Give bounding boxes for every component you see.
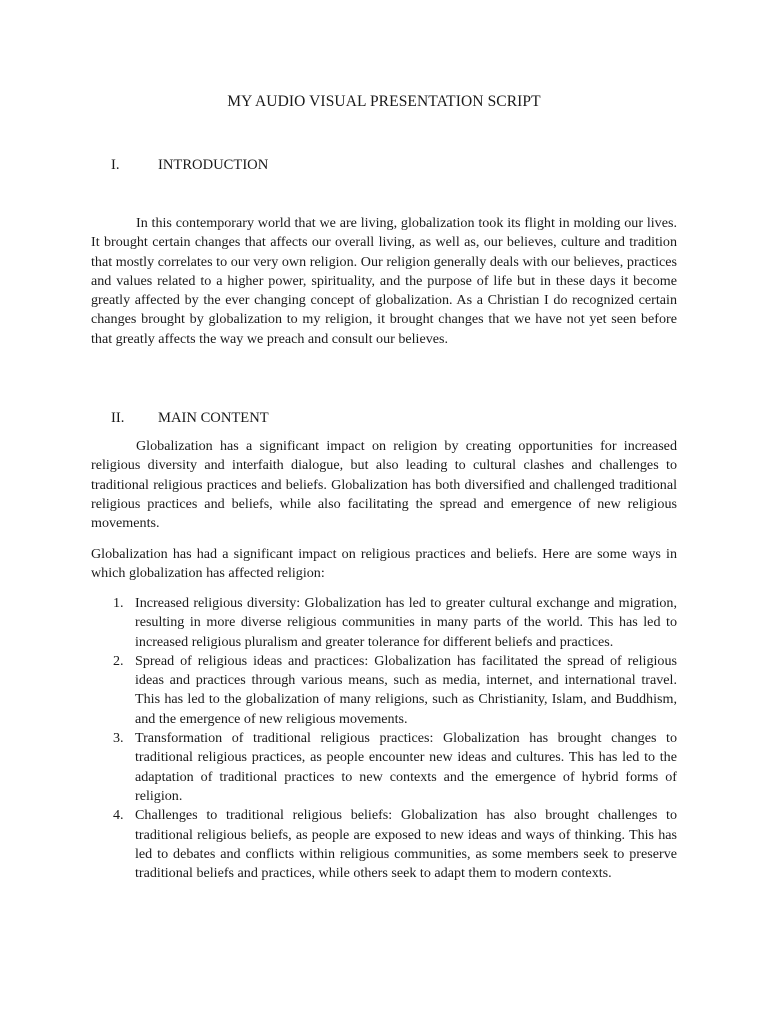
list-item-text: Challenges to traditional religious beliefs: Globalization has also brought challenges to traditional religious beliefs, as people are exposed to new ideas and ways of thinking. This has led to debates and conflicts within religious communities, as some members seek to preserve traditional beliefs and practices, while others seek to adapt them to modern contexts. — [135, 807, 677, 882]
section-heading-main-content — [111, 410, 269, 427]
effects-list — [91, 594, 677, 883]
list-item-text: Transformation of traditional religious practices: Globalization has brought changes to traditional religious practices, as people encounter new ideas and cultures. This has led to the adaptation of traditional practices to new contexts and the emergence of hybrid forms of religion. — [135, 730, 677, 804]
list-item-number: 3. — [113, 730, 124, 747]
list-item-number: 4. — [113, 807, 124, 824]
list-item-text: Spread of religious ideas and practices: Globalization has facilitated the spread of religious ideas and practices through various means, such as media, internet, and international travel. This has led to the globalization of many religions, such as Christianity, Islam, and Buddhism, and the emergence of new religious movements. — [135, 652, 677, 727]
list-item — [91, 652, 677, 729]
main-content-intro-paragraph: Globalization has had a significant impact on religious practices and beliefs. Here are some ways in which globalization has affected religion: — [91, 546, 677, 582]
main-content-paragraph: Globalization has a significant impact on religion by creating opportunities for increased religious diversity and interfaith dialogue, but also leading to cultural clashes and challenges to traditional religious practices and beliefs. Globalization has both diversified and challenged traditional religious practices and beliefs, while also facilitating the spread and emergence of new religious movements. — [91, 438, 677, 532]
section-number: I. — [111, 157, 120, 173]
list-item — [91, 729, 677, 806]
section-title: INTRODUCTION — [158, 157, 269, 173]
section-number: II. — [111, 410, 125, 426]
list-item — [91, 594, 677, 652]
list-item-number: 2. — [113, 652, 124, 669]
introduction-paragraph: In this contemporary world that we are living, globalization took its flight in molding our lives. It brought certain changes that affects our overall living, as well as, our believes, culture and tradition that mostly correlates to our very own religion. Our religion generally deals with our believes, practices and values related to a higher power, spirituality, and the purpose of life but in these days it become greatly affected by the ever changing concept of globalization. As a Christian I do recognized certain changes brought by globalization to my religion, it brought changes that we have not yet seen before that greatly affects the way we preach and consult our believes. — [91, 215, 677, 347]
list-item-number: 1. — [113, 595, 124, 611]
section-title: MAIN CONTENT — [158, 410, 269, 426]
list-item — [91, 806, 677, 883]
section-heading-introduction — [111, 157, 268, 174]
list-item-text: Increased religious diversity: Globalization has led to greater cultural exchange and migration, resulting in more diverse religious communities in many parts of the world. This has led to increased religious pluralism and greater tolerance for different beliefs and practices. — [135, 595, 677, 650]
document-title: MY AUDIO VISUAL PRESENTATION SCRIPT — [227, 93, 541, 110]
